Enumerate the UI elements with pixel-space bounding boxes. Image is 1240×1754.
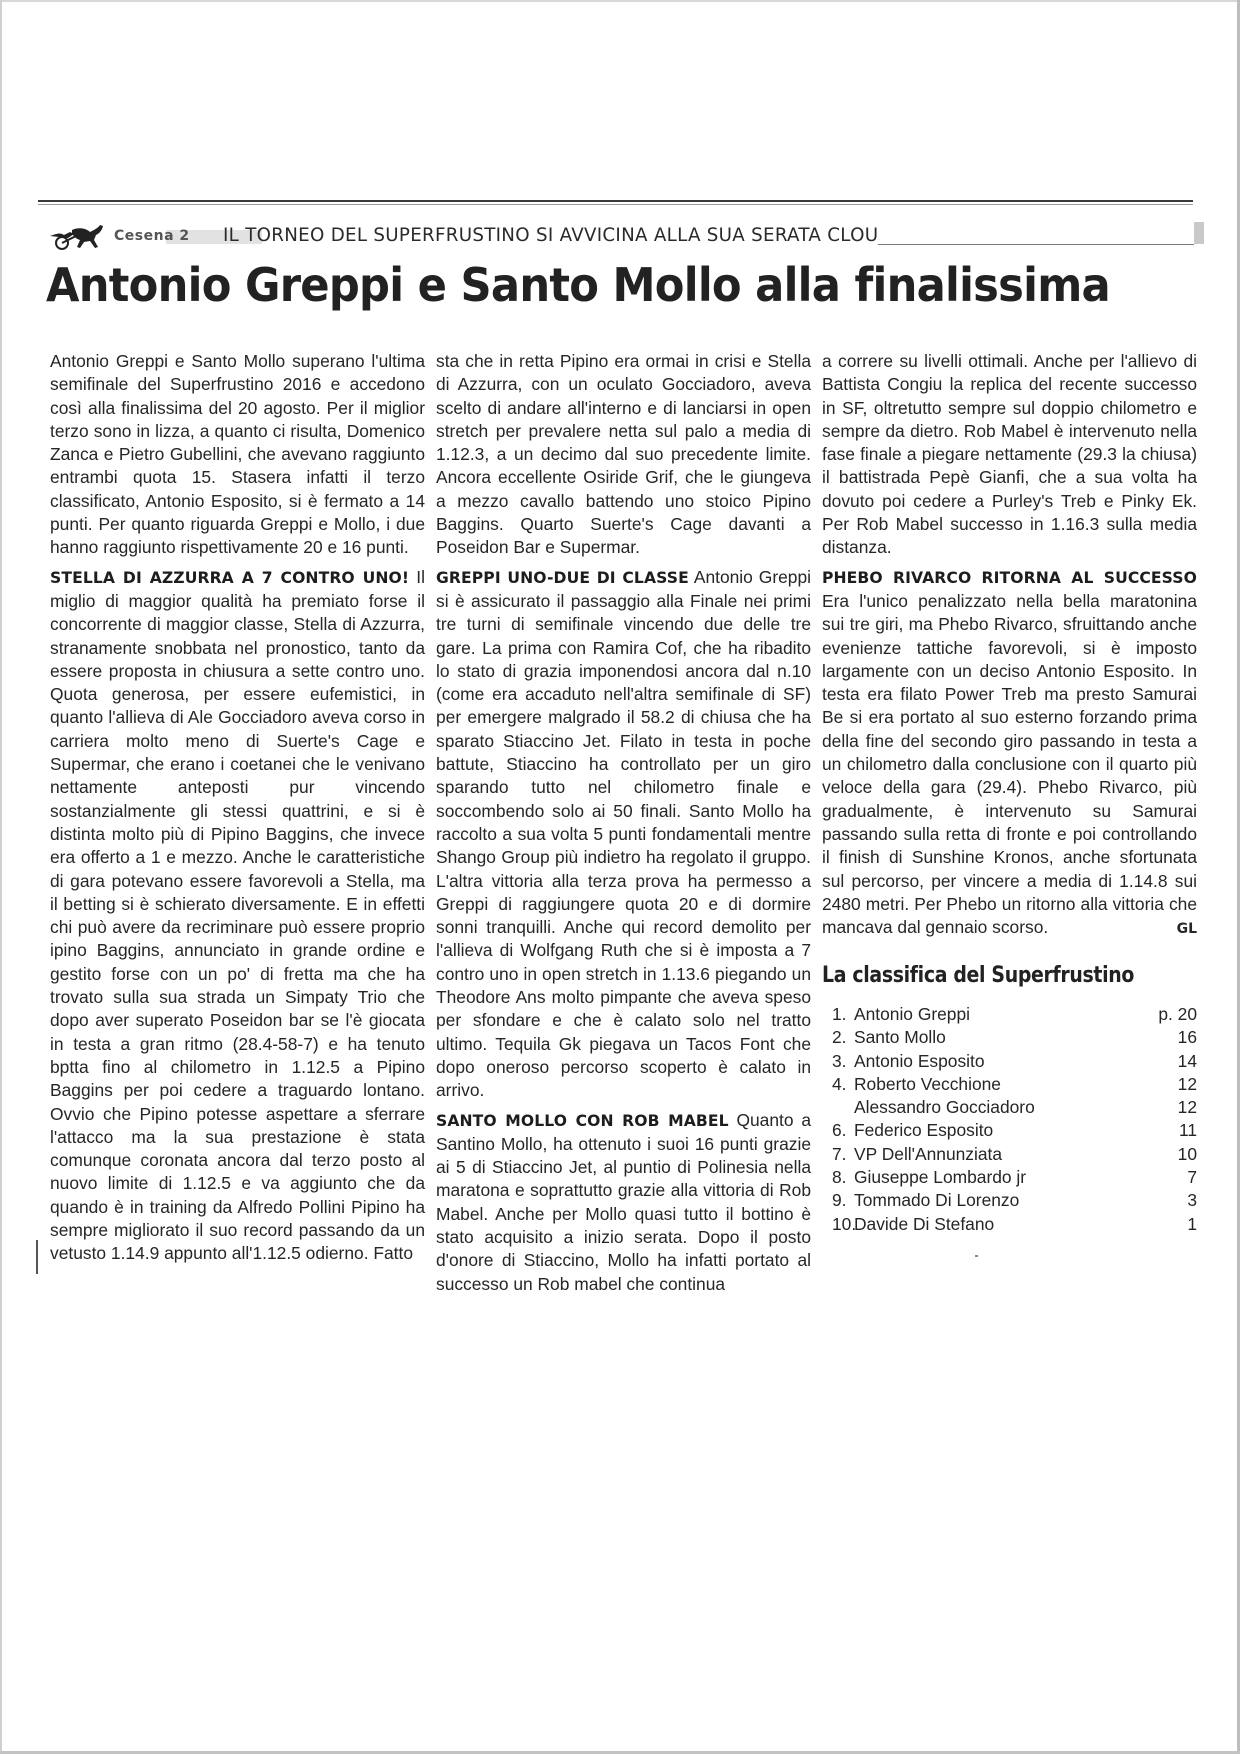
ranking-points: 3 — [1187, 1190, 1197, 1211]
ranking-position: 2. — [832, 1027, 847, 1048]
main-headline: Antonio Greppi e Santo Mollo alla finalissima — [46, 258, 1110, 312]
paragraph: Antonio Greppi e Santo Mollo superano l'ultima semifinale del Superfrustino 2016 e accedono così alla finalissima del 20 agosto. Per il miglior terzo sono in lizza, a quanto ci risulta, Domenico Zanca e Pietro Gubellini, che avevano raggiunto entrambi quota 15. Stasera infatti il terzo classificato, Antonio Esposito, si è fermato a 14 punti. Per quanto riguarda Greppi e Mollo, i due hanno raggiunto rispettivamente 20 e 16 punti. — [50, 351, 425, 558]
page-top-rule-thin — [38, 204, 1193, 205]
page-top-rule — [38, 200, 1193, 202]
paragraph: sta che in retta Pipino era ormai in crisi e Stella di Azzurra, con un oculato Gocciadoro, aveva scelto di andare all'interno e di lanciarsi in open stretch per prevalere netta sul palo a media di 1.12.3, a un decimo dal suo precedente limite. Ancora eccellente Osiride Grif, che le giungeva a mezzo cavallo battendo uno stoico Pipino Baggins. Quarto Suerte's Cage davanti a Poseidon Bar e Supermar. — [436, 351, 811, 558]
paragraph-with-subhead — [822, 566, 1197, 940]
ranking-position: 4. — [832, 1073, 847, 1094]
paragraph-text: Quanto a Santino Mollo, ha ottenuto i suoi 16 punti grazie ai 5 di Stiaccino Jet, al puntio di Polinesia nella maratona e soprattutto grazie alla vittoria di Rob Mabel. Anche per Mollo quasi tutto il bottino è stato acquisito a inizio serata. Dopo il posto d'onore di Stiaccino, Mollo ha infatti portato al successo un Rob mabel che continua — [436, 1109, 811, 1294]
ranking-points: p. 20 — [1158, 1004, 1197, 1024]
article-column-1 — [50, 350, 425, 1270]
ranking-name: VP Dell'Annunziata — [854, 1143, 1003, 1164]
ranking-position: 9. — [832, 1190, 847, 1211]
ranking-row — [832, 1073, 1197, 1096]
ranking-position: 3. — [832, 1050, 847, 1071]
ranking-list — [832, 1003, 1197, 1236]
ranking-points: 12 — [1177, 1097, 1197, 1118]
ranking-points: 7 — [1187, 1167, 1197, 1188]
paragraph-with-subhead — [436, 566, 811, 1103]
ranking-points: 11 — [1178, 1120, 1197, 1141]
kicker-row — [48, 222, 1194, 250]
ranking-row — [832, 1096, 1197, 1119]
subhead: GREPPI UNO-DUE DI CLASSE — [436, 568, 689, 587]
author-signature: GL — [1176, 921, 1197, 938]
ranking-points: 16 — [1177, 1027, 1197, 1048]
ranking-name: Roberto Vecchione — [854, 1073, 1001, 1094]
ranking-name: Giuseppe Lombardo jr — [854, 1167, 1027, 1188]
ranking-row — [832, 1050, 1197, 1073]
ranking-name: Alessandro Gocciadoro — [854, 1097, 1035, 1118]
margin-mark — [36, 1240, 38, 1274]
ranking-position: 6. — [832, 1120, 847, 1141]
section-label: Cesena 2 — [114, 228, 190, 244]
subhead: PHEBO RIVARCO RITORNA AL SUCCESSO — [822, 568, 1197, 587]
ranking-position: 10. — [832, 1213, 857, 1234]
paragraph-with-subhead — [436, 1109, 811, 1296]
paragraph-text: Era l'unico penalizzato nella bella maratonina sui tre giri, ma Phebo Rivarco, sfruittando anche evenienze tattiche favorevoli, si è imposto largamente con un deciso Antonio Esposito. In testa era filato Power Treb ma presto Samurai Be si era portato al suo esterno forzando prima della fine del secondo giro passando in testa a un chilometro dalla conclusione con il quarto più veloce della gara (29.4). Phebo Rivarco, più gradualmente, è intervenuto su Samurai passando sulla retta di fronte e poi controllando il finish di Sunshine Kronos, anche sfortunata sul percorso, per vincere a media di 1.14.8 sui 2480 metri. Per Phebo un ritorno alla vittoria che mancava dal gennaio scorso. — [822, 590, 1197, 938]
subhead: STELLA DI AZZURRA A 7 CONTRO UNO! — [50, 568, 410, 587]
scan-tab-mark — [1194, 222, 1204, 244]
scan-speck — [975, 1255, 978, 1257]
paragraph-text: Il miglio di maggior qualità ha premiato forse il concorrente di maggior classe, Stella di Azzurra, stranamente snobbata nel pronostico, tanto da essere proposta in chiusura a sette contro uno. Quota generosa, per essere eufemistici, in quanto l'allieva di Ale Gocciadoro aveva corso in carriera molto meno di Suerte's Cage e Supermar, che erano i coetanei che le venivano nettamente anteposti pur vincendo sostanzialmente gli stessi quattrini, e si è distinta molto più di Pipino Baggins, che invece era offerto a 1 e mezzo. Anche le caratteristiche di gara potevano essere favorevoli a Stella, ma il betting si è schierato diversamente. E in effetti chi può avere da recriminare può essere proprio ipino Baggins, annunciato in grande ordine e gestito forse con un po' di fretta ma che ha trovato sulla sua strada un Simpaty Trio che dopo aver superato Poseidon bar se l'è giocata in testa a gran ritmo (28.4-58-7) e ha tenuto bptta fino al chilometro in 1.12.5 a Pipino Baggins per poi cedere a traguardo lontano. Ovvio che Pipino potesse aspettare a sferrare l'attacco ma la sua prestazione è stata comunque coronata ancora dal terzo posto al nuovo limite di 1.12.5 e va aggiunto che da quando è in training da Alfredo Pollini Pipino ha sempre migliorato il suo record passando da un vetusto 1.14.9 appunto all'1.12.5 odierno. Fatto — [50, 566, 425, 1264]
scan-edge-left — [0, 0, 2, 1754]
paragraph-text: Antonio Greppi si è assicurato il passaggio alla Finale nei primi tre turni di semifinale vincendo due delle tre gare. La prima con Ramira Cof, che ha ribadito lo stato di grazia imponendosi ancora dal n.10 (come era accaduto nell'altra semifinale di SF) per emergere malgrado il 58.2 di chiusa che ha sparato Stiaccino Jet. Filato in testa in poche battute, Stiaccino ha controllato per un giro sparando tutto nel chilometro finale e soccombendo solo ai 50 finali. Santo Mollo ha raccolto a sua volta 5 punti fondamentali mentre Shango Group più indietro ha regolato il gruppo. L'altra vittoria alla terza prova ha permesso a Greppi di raggiungere quota 20 e di dormire sonni tranquilli. Anche qui record demolito per l'allieva di Wolfgang Ruth che si è imposta a 7 contro uno in open stretch in 1.13.6 piegando un Theodore Ans molto pimpante che aveva speso per sfondare e che è calato solo nel tratto ultimo. Tequila Gk piegava un Tacos Font che dopo oneroso percorso scoperto è calato in arrivo. — [436, 566, 811, 1101]
ranking-row — [832, 1213, 1197, 1236]
paragraph: a correre su livelli ottimali. Anche per l'allievo di Battista Congiu la replica del recente successo in SF, oltretutto sempre sul doppio chilometro e sempre da dietro. Rob Mabel è intervenuto nella fase finale a piegare nettamente (29.3 la chiusa) il battistrada Pepè Gianfi, che a sua volta ha dovuto poi cedere a Purley's Treb e Pinky Ek. Per Rob Mabel successo in 1.16.3 sulla media distanza. — [822, 351, 1197, 558]
ranking-name: Antonio Esposito — [854, 1050, 985, 1071]
ranking-title: La classifica del Superfrustino — [822, 963, 1135, 988]
ranking-position: 1. — [832, 1004, 847, 1024]
ranking-position: 7. — [832, 1143, 847, 1164]
ranking-row — [832, 1026, 1197, 1049]
scan-edge-top — [0, 0, 1240, 2]
ranking-row — [832, 1189, 1197, 1212]
paragraph-with-subhead — [50, 566, 425, 1266]
kicker-headline: IL TORNEO DEL SUPERFRUSTINO SI AVVICINA ALLA SUA SERATA CLOU — [223, 224, 879, 246]
ranking-name: Federico Esposito — [854, 1120, 994, 1141]
ranking-row — [832, 1143, 1197, 1166]
ranking-position: 8. — [832, 1167, 847, 1188]
ranking-row — [832, 1166, 1197, 1189]
ranking-points: 1 — [1187, 1213, 1197, 1234]
ranking-name: Santo Mollo — [854, 1027, 946, 1048]
ranking-name: Antonio Greppi — [854, 1004, 971, 1024]
ranking-name: Tommado Di Lorenzo — [854, 1190, 1020, 1211]
ranking-points: 12 — [1177, 1073, 1197, 1094]
ranking-row — [832, 1003, 1197, 1026]
sulky-horse-icon — [48, 222, 110, 250]
article-column-2 — [436, 350, 811, 1294]
kicker-rule — [878, 244, 1194, 245]
ranking-points: 10 — [1177, 1143, 1197, 1164]
ranking-points: 14 — [1177, 1050, 1197, 1071]
ranking-name: Davide Di Stefano — [854, 1213, 995, 1234]
article-column-3 — [822, 350, 1197, 950]
ranking-row — [832, 1119, 1197, 1142]
subhead: SANTO MOLLO CON ROB MABEL — [436, 1111, 729, 1130]
